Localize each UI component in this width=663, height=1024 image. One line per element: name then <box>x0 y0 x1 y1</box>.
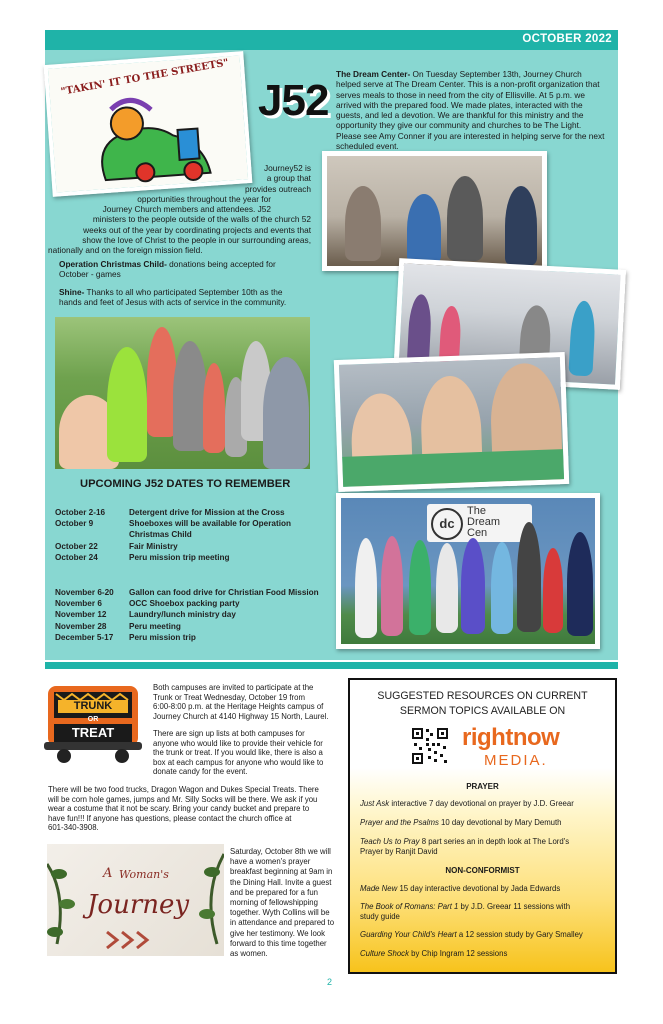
sign-line: Dream <box>467 516 501 528</box>
resource-item[interactable]: Culture Shock by Chip Ingram 12 sessions <box>360 949 508 958</box>
qr-code-icon[interactable] <box>410 726 450 766</box>
upcoming-title: UPCOMING J52 DATES TO REMEMBER <box>80 478 291 490</box>
intro-line: provides outreach <box>245 183 311 194</box>
resources-title-2: SERMON TOPICS AVAILABLE ON <box>399 705 566 717</box>
occ-label: Operation Christmas Child- <box>59 259 167 269</box>
section-divider <box>45 662 618 669</box>
photo-shine-group <box>55 317 310 469</box>
occ-note <box>59 259 311 280</box>
sign-line: Cen <box>467 527 488 539</box>
journey-sign-womans: Woman's <box>119 868 169 881</box>
occ-text-2: October - games <box>59 269 121 280</box>
womans-journey-graphic <box>47 844 224 956</box>
sign-line: The <box>467 505 486 517</box>
resource-item[interactable]: Just Ask interactive 7 day devotional on prayer by J.D. Greear <box>360 799 574 808</box>
dc-logo-icon: dc <box>431 508 463 540</box>
trunk-para-3: There will be two food trucks, Dragon Wagon and Dukes Special Treats. There will be corn hole games, jumps and Mr. Silly Socks will be there. We ask if you wear a costume that it not be scary. Bring your candy bucket and prepare to have fun!!! If anyone has questions, please contact the church office at 601-340-3908. <box>48 785 319 833</box>
resource-item[interactable]: Made New 15 day interactive devotional by Jada Edwards <box>360 884 561 893</box>
intro-line: a group that <box>266 173 311 184</box>
prayer-heading: PRAYER <box>466 782 499 791</box>
occ-text: donations being accepted for <box>166 259 276 269</box>
photo-selfie-women <box>334 352 569 492</box>
date-row: October 24 Peru mission trip meeting <box>55 552 230 562</box>
dates-november <box>55 587 319 643</box>
photo-kitchen-serving <box>322 151 547 271</box>
dream-center-text <box>336 69 612 151</box>
resource-item[interactable]: Prayer and the Psalms 10 day devotional by Mary Demuth <box>360 818 562 827</box>
dream-line: serves meals to those in need from the city of Ellisville. At 5 p.m. we <box>336 89 586 100</box>
trunk-sign-mid: OR <box>87 716 99 723</box>
dream-center-label: The Dream Center- <box>336 69 411 79</box>
intro-line: nationally and on the foreign mission field. <box>48 245 203 256</box>
shine-note <box>59 287 311 308</box>
j52-intro <box>48 163 311 256</box>
page-number: 2 <box>327 977 333 987</box>
dream-line: guests, and led a devotion. We are thankful for this ministry and the <box>336 110 584 121</box>
intro-line: Journey52 is <box>263 163 311 173</box>
intro-line: opportunities throughout the year for <box>137 193 271 204</box>
nonconformist-heading: NON-CONFORMIST <box>445 866 520 875</box>
dream-center-sign <box>427 504 532 542</box>
intro-line: Journey Church members and attendees. J52 <box>102 204 271 215</box>
intro-line: ministers to the people outside of the walls of the church 52 <box>92 214 311 225</box>
trunk-para-1: Both campuses are invited to participate at the Trunk or Treat Wednesday, October 19 from 6:00-8:00 p.m. at the Heritage Heights campus of Journey Church at 4140 Highway 15 North, Laurel. <box>153 683 329 721</box>
dream-line: Please see Amy Conner if you are interested in helping serve for the next <box>336 130 605 141</box>
photo-dream-center-group <box>336 493 600 649</box>
issue-month: OCTOBER 2022 <box>522 33 612 45</box>
date-row: December 5-17 Peru mission trip <box>55 632 196 642</box>
trunk-sign-top: TRUNK <box>58 700 128 713</box>
date-row: October 22 Fair Ministry <box>55 541 178 551</box>
date-row: November 6 OCC Shoebox packing party <box>55 599 240 609</box>
dream-line: On Tuesday September 13th, Journey Church <box>410 69 582 79</box>
date-row: November 12 Laundry/lunch ministry day <box>55 610 236 620</box>
resources-box <box>348 678 617 974</box>
dates-october <box>55 507 291 563</box>
date-row: November 28 Peru meeting <box>55 621 181 631</box>
dream-line: arrived with the prepared food. We made plates, interacted with the <box>336 99 583 110</box>
resource-item[interactable]: The Book of Romans: Part 1 by J.D. Greear 11 sessions with study guide <box>360 902 571 921</box>
date-row: Christmas Child <box>129 530 192 540</box>
intro-line: weeks out of the year by coordinating projects and events that <box>83 224 311 235</box>
intro-line: show the love of Christ to the people in our surrounding areas, <box>82 235 311 246</box>
header-bar <box>45 30 618 50</box>
resource-item[interactable]: Guarding Your Child's Heart a 12 session study by Gary Smalley <box>360 930 583 939</box>
media-brand: MEDIA. <box>484 752 548 769</box>
journey-sign-title: Journey <box>87 890 190 920</box>
shine-label: Shine- <box>59 287 85 297</box>
resource-item[interactable]: Teach Us to Pray 8 part series an in depth look at The Lord's Prayer by Ranjit David <box>360 837 570 856</box>
dream-line: helped serve at The Dream Center. This is a non-profit organization that <box>336 79 600 90</box>
resources-title-1: SUGGESTED RESOURCES ON CURRENT <box>377 690 588 702</box>
j52-logo: J52 <box>258 76 329 125</box>
streets-sign: "TAKIN' IT TO THE STREETS" <box>59 57 230 98</box>
date-row: October 2-16 Detergent drive for Mission at the Cross <box>55 508 285 517</box>
shine-text: Thanks to all who participated September 10th as the <box>84 287 283 297</box>
date-row: October 9 Shoeboxes will be available for Operation <box>55 519 291 529</box>
trunk-or-treat-graphic <box>44 678 142 764</box>
rightnow-brand: rightnow <box>462 724 560 751</box>
date-row: November 6-20 Gallon can food drive for Christian Food Mission <box>55 588 319 597</box>
dream-line: scheduled event. <box>336 141 399 152</box>
womens-breakfast-text: Saturday, October 8th we will have a women's prayer breakfast beginning at 9am in the Dining Hall. Invite a guest and be prepared for a fun morning of fellowshipping together. Wyth Collins will be in attendance and prepared to give her testimony. We look forward to this time together as women. <box>230 847 335 959</box>
dream-line: opportunity they give our community and churches to be The Light. <box>336 120 582 131</box>
shine-text-2: hands and feet of Jesus with acts of service in the community. <box>59 297 287 308</box>
journey-sign-a: A <box>103 866 113 881</box>
trunk-sign-bottom: TREAT <box>71 725 115 740</box>
trunk-para-2: There are sign up lists at both campuses for anyone who would like to provide their vehicle for the trunk or treat. If you would like, there is also a box at each campus for anyone who would like to donate candy for the event. <box>153 729 324 777</box>
